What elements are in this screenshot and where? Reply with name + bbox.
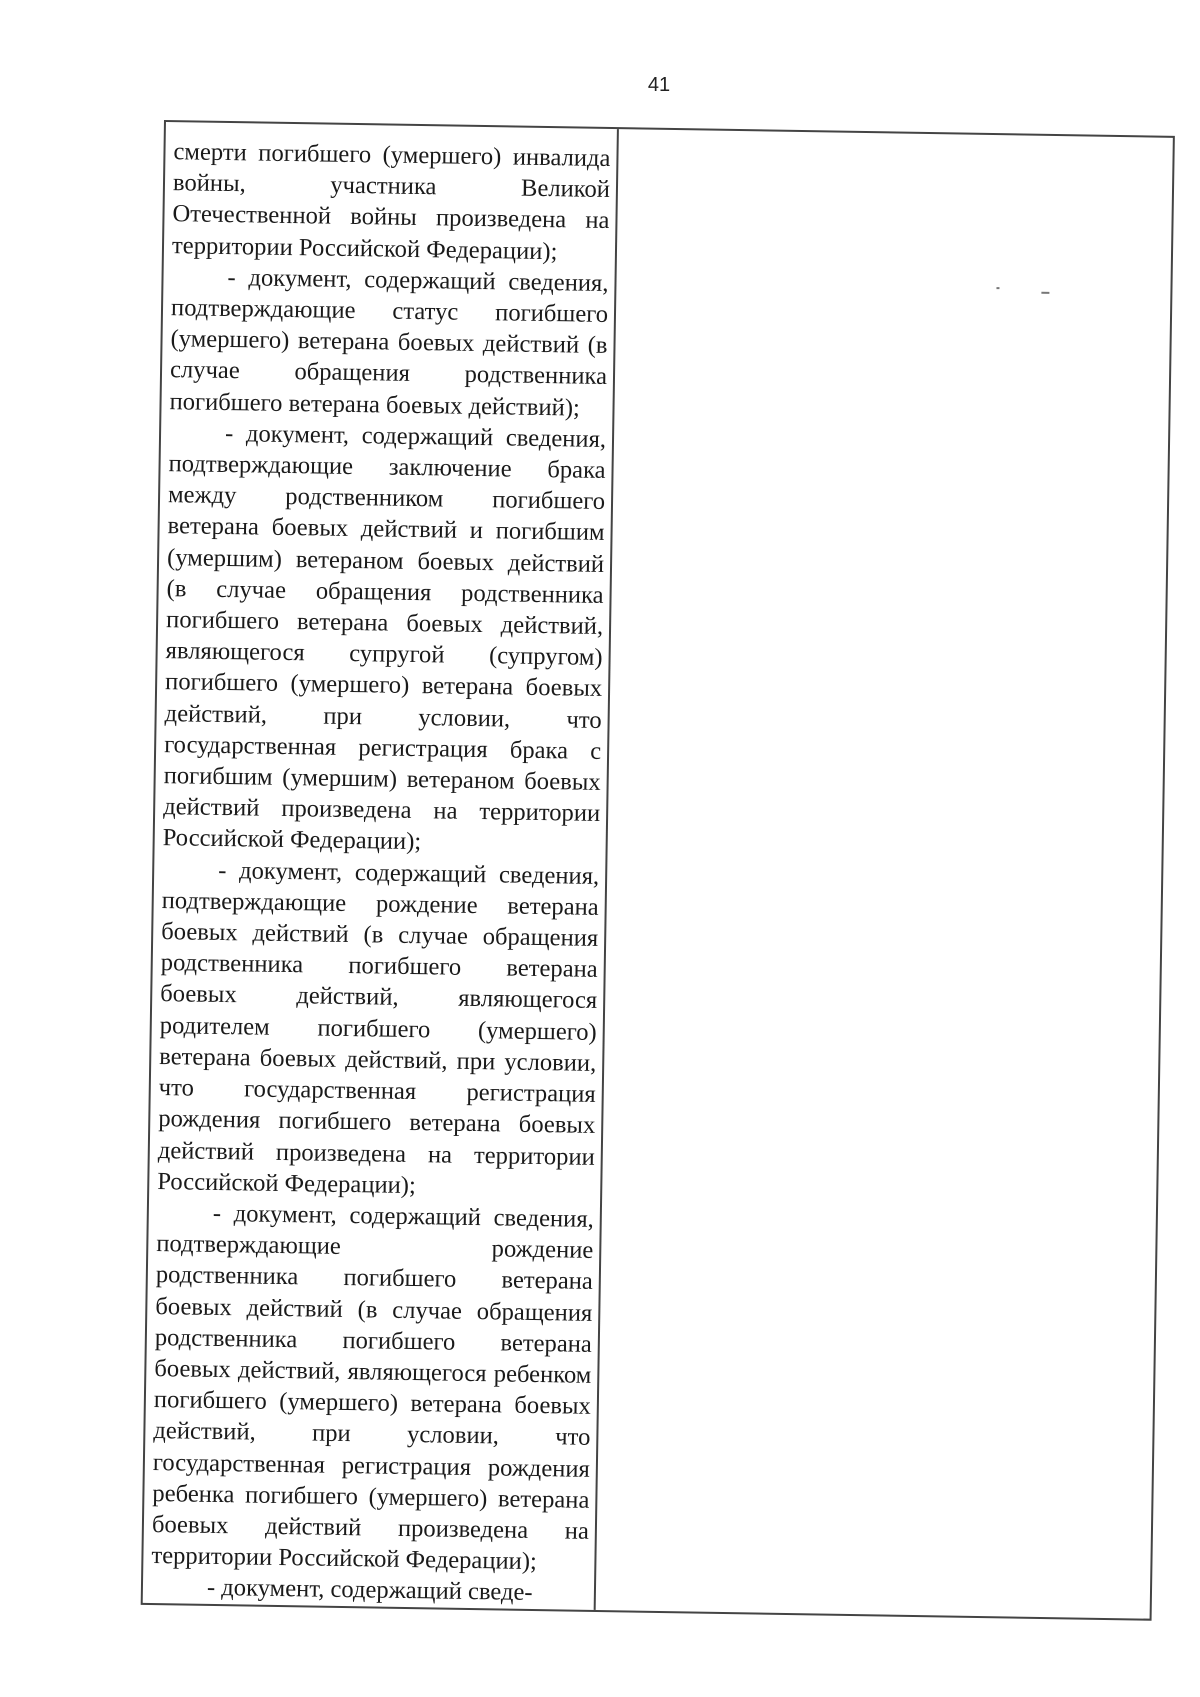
paragraph-continuation: смерти погибшего (умершего) инвалида войны, участника Великой Отечественной войны произведена на территории Российской Федерации); (171, 138, 611, 265)
scan-speck (1041, 292, 1049, 294)
table-left-column (143, 122, 619, 1610)
table-right-column (596, 129, 1173, 1619)
document-table (141, 120, 1175, 1621)
list-item-document-veteran-birth: - документ, содержащий сведения, подтверждающие рождение ветерана боевых действий (в случае обращения родственника погибшего ветерана боевых действий, являющегося родителем погибшего (умершего) ветерана боевых действий, при условии, что государственная регистрация рождения погибшего ветерана боевых действий произведена на территории Российской Федерации); (157, 856, 600, 1199)
list-item-document-relative-birth: - документ, содержащий сведения, подтверждающие рождение родственника погибшего ветерана боевых действий (в случае обращения родственника погибшего ветерана боевых действий, являющегося ребенком погибшего (умершего) ветерана боевых действий, при условии, что государственная регистрация рождения ребенка погибшего (умершего) ветерана боевых действий произведена на территории Российской Федерации); (151, 1199, 594, 1576)
list-item-document-marriage: - документ, содержащий сведения, подтверждающие заключение брака между родственником погибшего ветерана боевых действий и погибшим (умершим) ветераном боевых действий (в случае обращения родственника погибшего ветерана боевых действий, являющегося супругой (супругом) погибшего (умершего) ветерана боевых действий, при условии, что государственная регистрация брака с погибшим (умершим) ветераном боевых действий произведена на территории Российской Федерации); (162, 419, 607, 856)
scan-speck (996, 287, 999, 289)
page-number: 41 (647, 74, 671, 96)
list-item-document-status: - документ, содержащий сведения, подтверждающие статус погибшего (умершего) ветерана боевых действий (в случае обращения родственника погибшего ветерана боевых действий); (169, 263, 609, 422)
list-item-document-truncated: - документ, содержащий сведе- (206, 1574, 533, 1607)
